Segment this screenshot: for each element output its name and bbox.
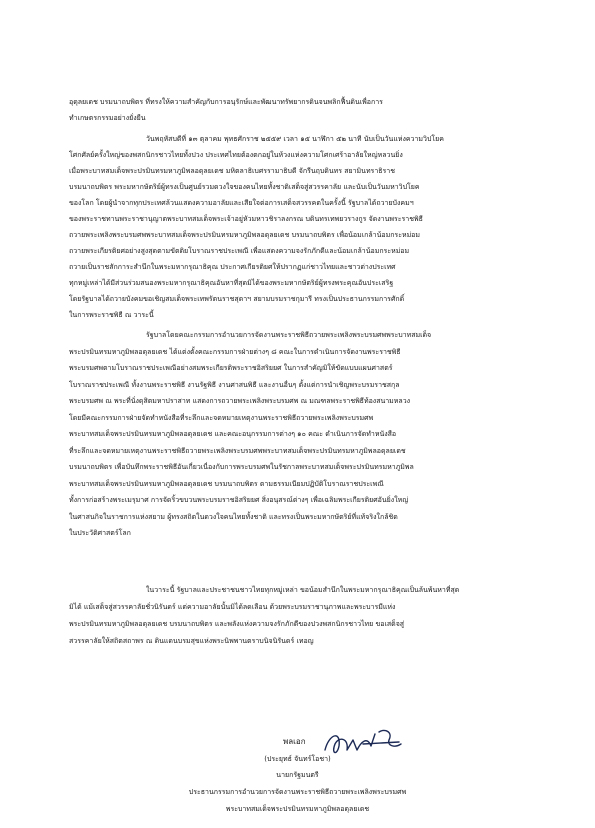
paragraph-2-line-11: โดยรัฐบาลได้ถวายบังคมขอเชิญสมเด็จพระเทพรัตนราชสุดาฯ สยามบรมราชกุมารี ทรงเป็นประธานกรรมการศักดิ์ [69, 295, 405, 303]
signatory-title-2: พระบาทสมเด็จพระปรมินทรมหาภูมิพลอดุลยเดช [225, 805, 370, 813]
paragraph-2-line-4: บรมนาถบพิตร พระมหากษัตริย์ผู้ทรงเป็นศูนย์รวมดวงใจของคนไทยทั้งชาติเสด็จสู่สวรรคาลัย และนับเป็นวันมหาวิปโยค [69, 183, 420, 191]
paragraph-2-line-8: ถวายพระเกียรติยศอย่างสูงสุดตามขัตติยโบราณราชประเพณี เพื่อแสดงความจงรักภักดีและน้อมเกล้าน้อมกระหม่อม [69, 247, 410, 255]
paragraph-1-line-2: ทำเกษตรกรรมอย่างยั่งยืน [69, 114, 146, 122]
paragraph-3-line-9: บรมนาถบพิตร เพื่อบันทึกพระราชพิธีอันเกี่ยวเนื่องกับการพระบรมศพในรัชกาลพระบาทสมเด็จพระปรมินทรมหาภูมิพล [69, 463, 414, 471]
signatory-name: (ประยุทธ์ จันทร์โอชา) [264, 755, 331, 763]
signature-rank: พลเอก [283, 737, 306, 746]
paragraph-3-line-13: ในประวัติศาสตร์โลก [69, 529, 131, 537]
paragraph-2-line-5: ของโลก โดยผู้นำจากทุกประเทศล้วนแสดงความอาลัยและเสียใจต่อการเสด็จสวรรคตในครั้งนี้ รัฐบาลได้ถวายบังคมฯ [69, 199, 414, 207]
paragraph-2-line-6: ของพระราชทานพระราชานุญาตพระบาทสมเด็จพระเจ้าอยู่หัวมหาวชิราลงกรณ บดินทรเทพยวรางกูร จัดงานพระราชพิธี [69, 215, 423, 223]
paragraph-4-line-4: สวรรคาลัยให้สถิตสถาพร ณ ดินแดนบรมสุขแห่งพระนิพพานตราบนิจนิรันดร์ เทอญ [69, 637, 314, 645]
paragraph-2-line-7: ถวายพระเพลิงพระบรมศพพระบาทสมเด็จพระปรมินทรมหาภูมิพลอดุลยเดช บรมนาถบพิตร เพื่อน้อมเกล้าน้อมกระหม่อม [69, 231, 420, 239]
paragraph-3-line-10: พระบาทสมเด็จพระปรมินทรมหาภูมิพลอดุลยเดช บรมนาถบพิตร ตามธรรมเนียมปฏิบัติโบราณราชประเพณี [69, 480, 384, 488]
paragraph-1-line-1: อุดุลยเดช บรมนาถบพิตร ที่ทรงให้ความสำคัญกับการอนุรักษ์และพัฒนาทรัพยากรดินจนพลิกฟื้นดินเพื่อการ [69, 98, 383, 106]
paragraph-3-line-5: พระบรมศพ ณ พระที่นั่งดุสิตมหาปราสาท แสดงการถวายพระเพลิงพระบรมศพ ณ มณฑลพระราชพิธีท้องสนามหลวง [69, 397, 411, 405]
paragraph-3-line-7: พระบาทสมเด็จพระปรมินทรมหาภูมิพลอดุลยเดช และคณะอนุกรรมการต่างๆ ๑๐ คณะ ดำเนินการจัดทำหนังสือ [69, 430, 397, 438]
paragraph-3-line-8: ที่ระลึกและจดหมายเหตุงานพระราชพิธีถวายพระเพลิงพระบรมศพพระบาทสมเด็จพระปรมินทรมหาภูมิพลอดุลยเดช [69, 447, 406, 455]
paragraph-2-line-3: เมื่อพระบาทสมเด็จพระปรมินทรมหาภูมิพลอดุลยเดช มหิตลาธิเบศรรามาธิบดี จักรีนฤบดินทร สยามินทราธิราช [69, 167, 395, 175]
signatory-title-1: ประธานกรรมการอำนวยการจัดงานพระราชพิธีถวายพระเพลิงพระบรมศพ [188, 788, 407, 796]
paragraph-3-line-2: พระปรมินทรมหาภูมิพลอดุลยเดช ได้แต่งตั้งคณะกรรมการฝ่ายต่างๆ ๘ คณะในการดำเนินการจัดงานพระราชพิธี [69, 348, 401, 356]
signatory-position: นายกรัฐมนตรี [276, 771, 319, 779]
paragraph-4-line-2: มิได้ แม้เสด็จสู่สวรรคาลัยชั่วนิรันดร์ แต่ความอาลัยนั้นมิได้ลดเลือน ด้วยพระบรมราชานุภาพและพระบารมีแห่ง [69, 603, 396, 611]
paragraph-3-line-12: ในศาสนกิจในราชการแห่งสยาม ผู้ทรงสถิตในดวงใจคนไทยทั้งชาติ และทรงเป็นพระมหากษัตริย์ที่แท้จริงใกล้ชิด [69, 513, 398, 521]
paragraph-3-line-4: โบราณราชประเพณี ทั้งงานพระราชพิธี งานรัฐพิธี งานศาสนพิธี และงานอื่นๆ ตั้งแต่การนำเชิญพระบรมราชสกุล [69, 381, 400, 389]
paragraph-2-line-2: โศกศัลย์ครั้งใหญ่ของพสกนิกรชาวไทยทั้งปวง ประเทศไทยต้องตกอยู่ในห้วงแห่งความโศกเศร้าอาลัยใหญ่หลวนยิ่ง [69, 151, 403, 159]
paragraph-3-line-1: รัฐบาลโดยคณะกรรมการอำนวยการจัดงานพระราชพิธีถวายพระเพลิงพระบรมศพพระบาทสมเด็จ [146, 331, 432, 339]
paragraph-2-line-10: ทุกหมู่เหล่าได้มีส่วนร่วมสนองพระมหากรุณาธิคุณอันหาที่สุดมิได้ของพระมหากษัตริย์ผู้ทรงพระคุณอันประเสริฐ [69, 279, 394, 287]
paragraph-3-line-11: ทั้งการก่อสร้างพระเมรุมาศ การจัดริ้วขบวนพระบรมราชอิสริยยศ สิ่งอนุสรณ์ต่างๆ เพื่อเฉลิมพระเกียรติยศอันยิ่งใหญ่ [69, 496, 409, 504]
paragraph-2-line-1: วันพฤหัสบดีที่ ๑๓ ตุลาคม พุทธศักราช ๒๕๕๙ เวลา ๑๕ นาฬิกา ๕๒ นาที นับเป็นวันแห่งความวิปโยค [146, 135, 444, 143]
paragraph-4-line-1: ในวาระนี้ รัฐบาลและประชาชนชาวไทยทุกหมู่เหล่า ขอน้อมสำนึกในพระมหากรุณาธิคุณเป็นล้นพ้นหาที่สุด [146, 586, 460, 594]
paragraph-2-line-12: ในการพระราชพิธี ณ วาระนี้ [69, 311, 154, 319]
paragraph-3-line-6: โดยมีคณะกรรมการฝ่ายจัดทำหนังสือที่ระลึกและจดหมายเหตุงานพระราชพิธีถวายพระเพลิงพระบรมศพ [69, 414, 374, 422]
paragraph-4-line-3: พระปรมินทรมหาภูมิพลอดุลยเดช บรมนาถบพิตร และพลังแห่งความจงรักภักดีของปวงพสกนิกรชาวไทย ขอเสด็จสู่ [69, 620, 405, 628]
paragraph-3-line-3: พระบรมศพตามโบราณราชประเพณีอย่างสมพระเกียรติพระราชอิสริยยศ ในการสำคัญมิให้ขัดแบบแผนศาสตร์ [69, 364, 393, 372]
paragraph-2-line-9: ถวายเป็นราชสักการะสำนึกในพระมหากรุณาธิคุณ ประกาศเกียรติยศให้ปรากฏแก่ชาวไทยและชาวต่างประเทศ [69, 263, 396, 271]
